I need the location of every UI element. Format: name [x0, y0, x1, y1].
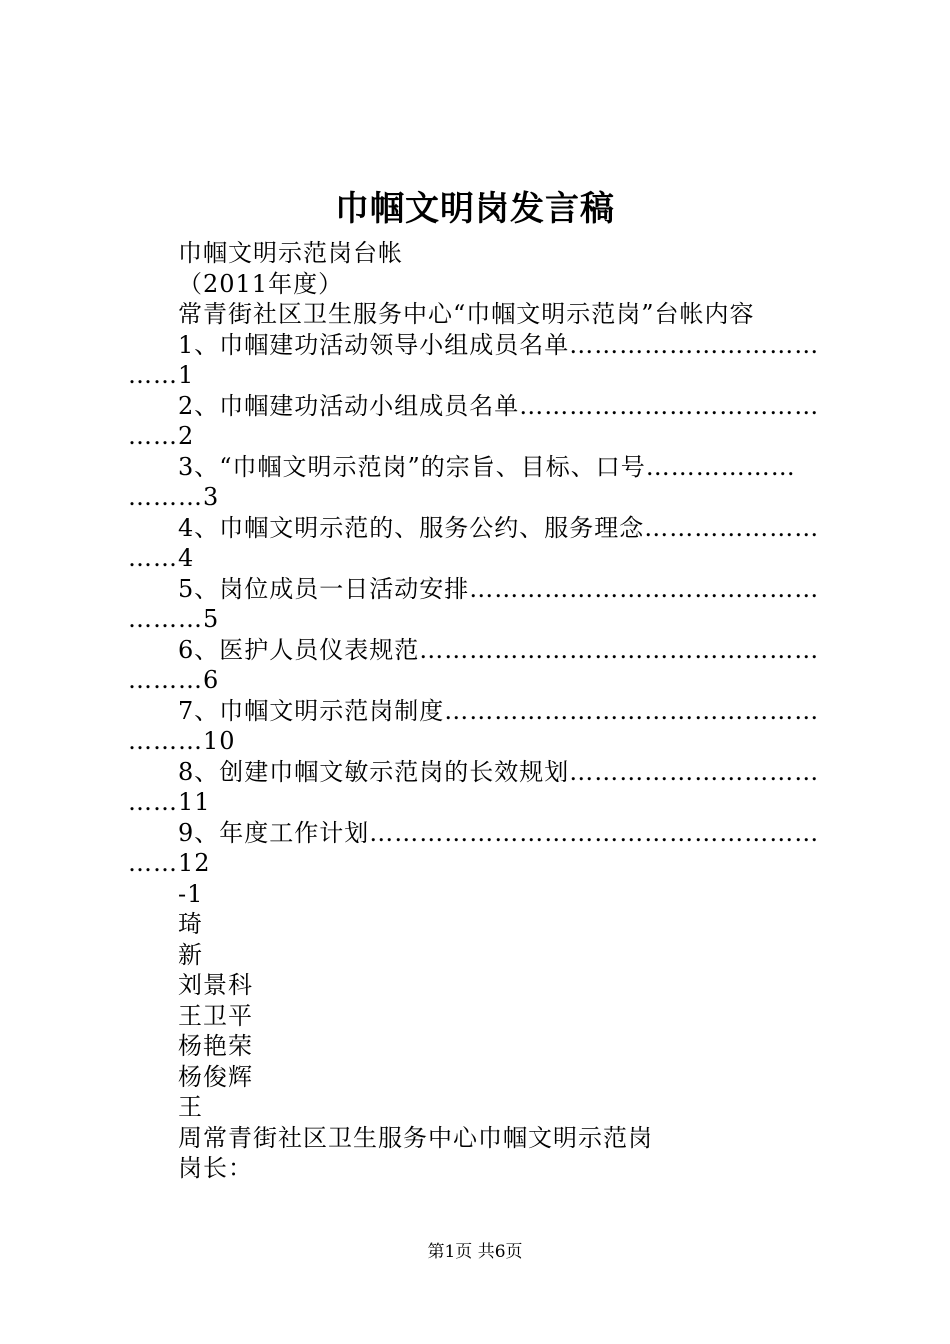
- toc-item: [128, 696, 833, 757]
- toc-item-label: 3、“巾帼文明示范岗”的宗旨、目标、口号………………: [178, 452, 796, 481]
- toc-item-label: 1、巾帼建功活动领导小组成员名单…………………………: [178, 330, 820, 359]
- member-name: 王卫平: [178, 1001, 253, 1030]
- body-line: 琦: [178, 910, 203, 938]
- toc-item-page: ……1: [128, 361, 195, 389]
- toc-item-page: ……12: [128, 849, 211, 877]
- toc-item: [128, 452, 833, 513]
- toc-item: [128, 635, 833, 696]
- body-line: 岗长：: [178, 1154, 253, 1182]
- toc-item: [128, 574, 833, 635]
- body-line: 新: [178, 940, 203, 969]
- toc-item: [128, 330, 833, 391]
- toc-item-page: ………3: [128, 483, 220, 511]
- body-line: 周常青街社区卫生服务中心巾帼文明示范岗: [178, 1123, 653, 1152]
- toc-item-page: ………10: [128, 727, 236, 755]
- toc-item-label: 2、巾帼建功活动小组成员名单………………………………: [178, 391, 820, 420]
- toc-item-label: 8、创建巾帼文敏示范岗的长效规划…………………………: [178, 757, 820, 786]
- body-line: 王: [178, 1093, 203, 1121]
- toc-item-page: ………5: [128, 605, 220, 633]
- toc-item-label: 6、医护人员仪表规范…………………………………………: [178, 635, 820, 664]
- member-name: 杨俊辉: [178, 1062, 253, 1091]
- toc-item-label: 5、岗位成员一日活动安排……………………………………: [178, 574, 820, 603]
- intro-line: 常青街社区卫生服务中心“巾帼文明示范岗”台帐内容: [178, 300, 755, 328]
- toc-item-page: ……11: [128, 788, 211, 816]
- toc-item: [128, 818, 833, 879]
- intro-line: 巾帼文明示范岗台帐: [178, 239, 403, 267]
- document-body: [128, 238, 833, 1184]
- body-line: -1: [178, 879, 204, 908]
- member-name: 刘景科: [178, 971, 253, 999]
- member-name: 杨艳荣: [178, 1032, 253, 1060]
- document-title: 巾帼文明岗发言稿: [335, 189, 615, 229]
- toc-item-label: 9、年度工作计划………………………………………………: [178, 818, 820, 847]
- toc-item-label: 4、巾帼文明示范的、服务公约、服务理念…………………: [178, 513, 820, 542]
- intro-line: （2011年度）: [178, 269, 344, 298]
- toc-item: [128, 391, 833, 452]
- toc-item-page: ……2: [128, 422, 195, 450]
- page-footer: 第1页 共6页: [427, 1242, 523, 1262]
- toc-item: [128, 513, 833, 574]
- toc-item-label: 7、巾帼文明示范岗制度………………………………………: [178, 696, 820, 725]
- toc-item-page: ……4: [128, 544, 195, 572]
- toc-item-page: ………6: [128, 666, 220, 694]
- toc-item: [128, 757, 833, 818]
